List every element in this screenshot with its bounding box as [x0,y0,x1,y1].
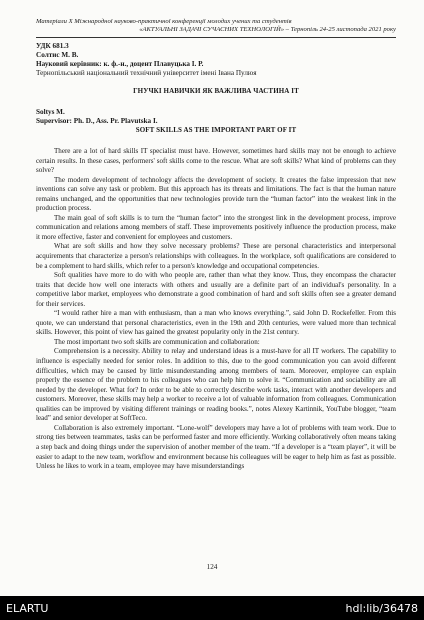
paragraph: “I would rather hire a man with enthusiasm, than a man who knows everything.”, said John D. Rockefeller. From this quote, we can understand that personal characteristics, even in the 19th and 20th centuries, were valued more than technical skills. However, this point of view has gained the greatest popularity only in the 21st century. [36,309,396,337]
author-ua: Солтис М. В. [36,51,79,59]
udc-code: УДК 681.3 [36,42,69,50]
paragraph: Soft qualities have more to do with who people are, rather than what they know. Thus, they encompass the character traits that decide how well one interacts with others and usually are a definite part of an individual's personality. In a competitive labor market, employees who demonstrate a good combination of hard and soft skills often see a greater demand for their services. [36,271,396,308]
supervisor-en: Supervisor: Ph. D., Ass. Pr. Plavutska I. [36,117,158,125]
repository-footer-bar [0,596,424,620]
repository-name: ELARTU [6,602,49,615]
conference-line-1: Матеріали Х Міжнародної науково-практичної конференції молодих учених та студентів [36,18,292,25]
conference-header [36,18,396,34]
university-ua: Тернопільський національний технічний університет імені Івана Пулюя [36,69,257,77]
paragraph: Collaboration is also extremely important. “Lone-wolf” developers may have a lot of problems with team work. Due to strong ties between teammates, tasks can be performed faster and more efficiently. Working collaboratively often means taking a step back and doing things under the supervision of another member of the team. “If a developer is a “team player”, it will be easier to adapt to the new team, workflow and environment because his colleagues will be eager to help him as fast as possible. Unless he likes to work in a team, employee may have misunderstandings [36,423,396,471]
article-body [36,147,396,472]
title-en: SOFT SKILLS AS THE IMPORTANT PART OF IT [135,126,297,134]
page-number: 124 [206,563,218,571]
paragraph: The modern development of technology affects the development of society. It creates the false impression that new inventions can solve any task or problem. But this approach has its threats and limitations. The fact is that the human nature remains unchanged, and the opportunities that new technologies provide turn the “human factor” into the weakest link in the production process. [36,175,396,213]
supervisor-ua: Науковий керівник: к. ф.-н., доцент Плавуцька І. Р. [36,60,204,68]
paragraph: Comprehension is a necessity. Ability to relay and understand ideas is a must-have for all IT workers. The capability to influence is especially needed for senior roles. In addition to this, due to the good communication you can avoid different difficulties, which may be caused by little misunderstanding among members of team. Moreover, employee can explain properly the essence of the problem to his colleagues who can help him to solve it. “Communication and sociability are all needed by the developer. What for? In order to be able to correctly describe work tasks, interact with another developers and customers. Moreover, these skills may help a worker to receive a lot of valuable information from colleagues. Communication qualities can be improved by visiting different trainings or reading books.”, notes Alexey Kartinnik, YouTube blogger, “team lead” and senior developer at SoftTeco. [36,347,396,423]
paragraph: There are a lot of hard skills IT specialist must have. However, sometimes hard skills may not be enough to achieve certain results. In these cases, performers' soft skills come to the rescue. What are soft skills? What kind of problems can they solve? [36,147,396,175]
title-ua: ГНУЧКІ НАВИЧКИ ЯК ВАЖЛИВА ЧАСТИНА ІТ [133,87,299,95]
paragraph: What are soft skills and how they solve necessary problems? These are personal characteristics and interpersonal acquirements that characterize a person's relationships with colleagues. In the workplace, soft qualifications are considered to be a complement to hard skills, which refer to a person's knowledge and occupational competencies. [36,242,396,270]
paragraph: The most important two soft skills are communication and collaboration: [54,337,260,346]
handle-id: hdl:lib/36478 [345,602,418,615]
author-en: Soltys M. [36,108,65,116]
paragraph: The main goal of soft skills is to turn the “human factor” into the strongest link in the development process, improve communication and relations among members of staff. These improvements positively influence the production process, make it more effective, faster and convenient for employees and customers. [36,213,396,241]
conference-line-2: «АКТУАЛЬНІ ЗАДАЧІ СУЧАСНИХ ТЕХНОЛОГІЙ» – Тернопіль 24-25 листопада 2021 року [139,26,396,33]
header-rule [36,37,396,38]
